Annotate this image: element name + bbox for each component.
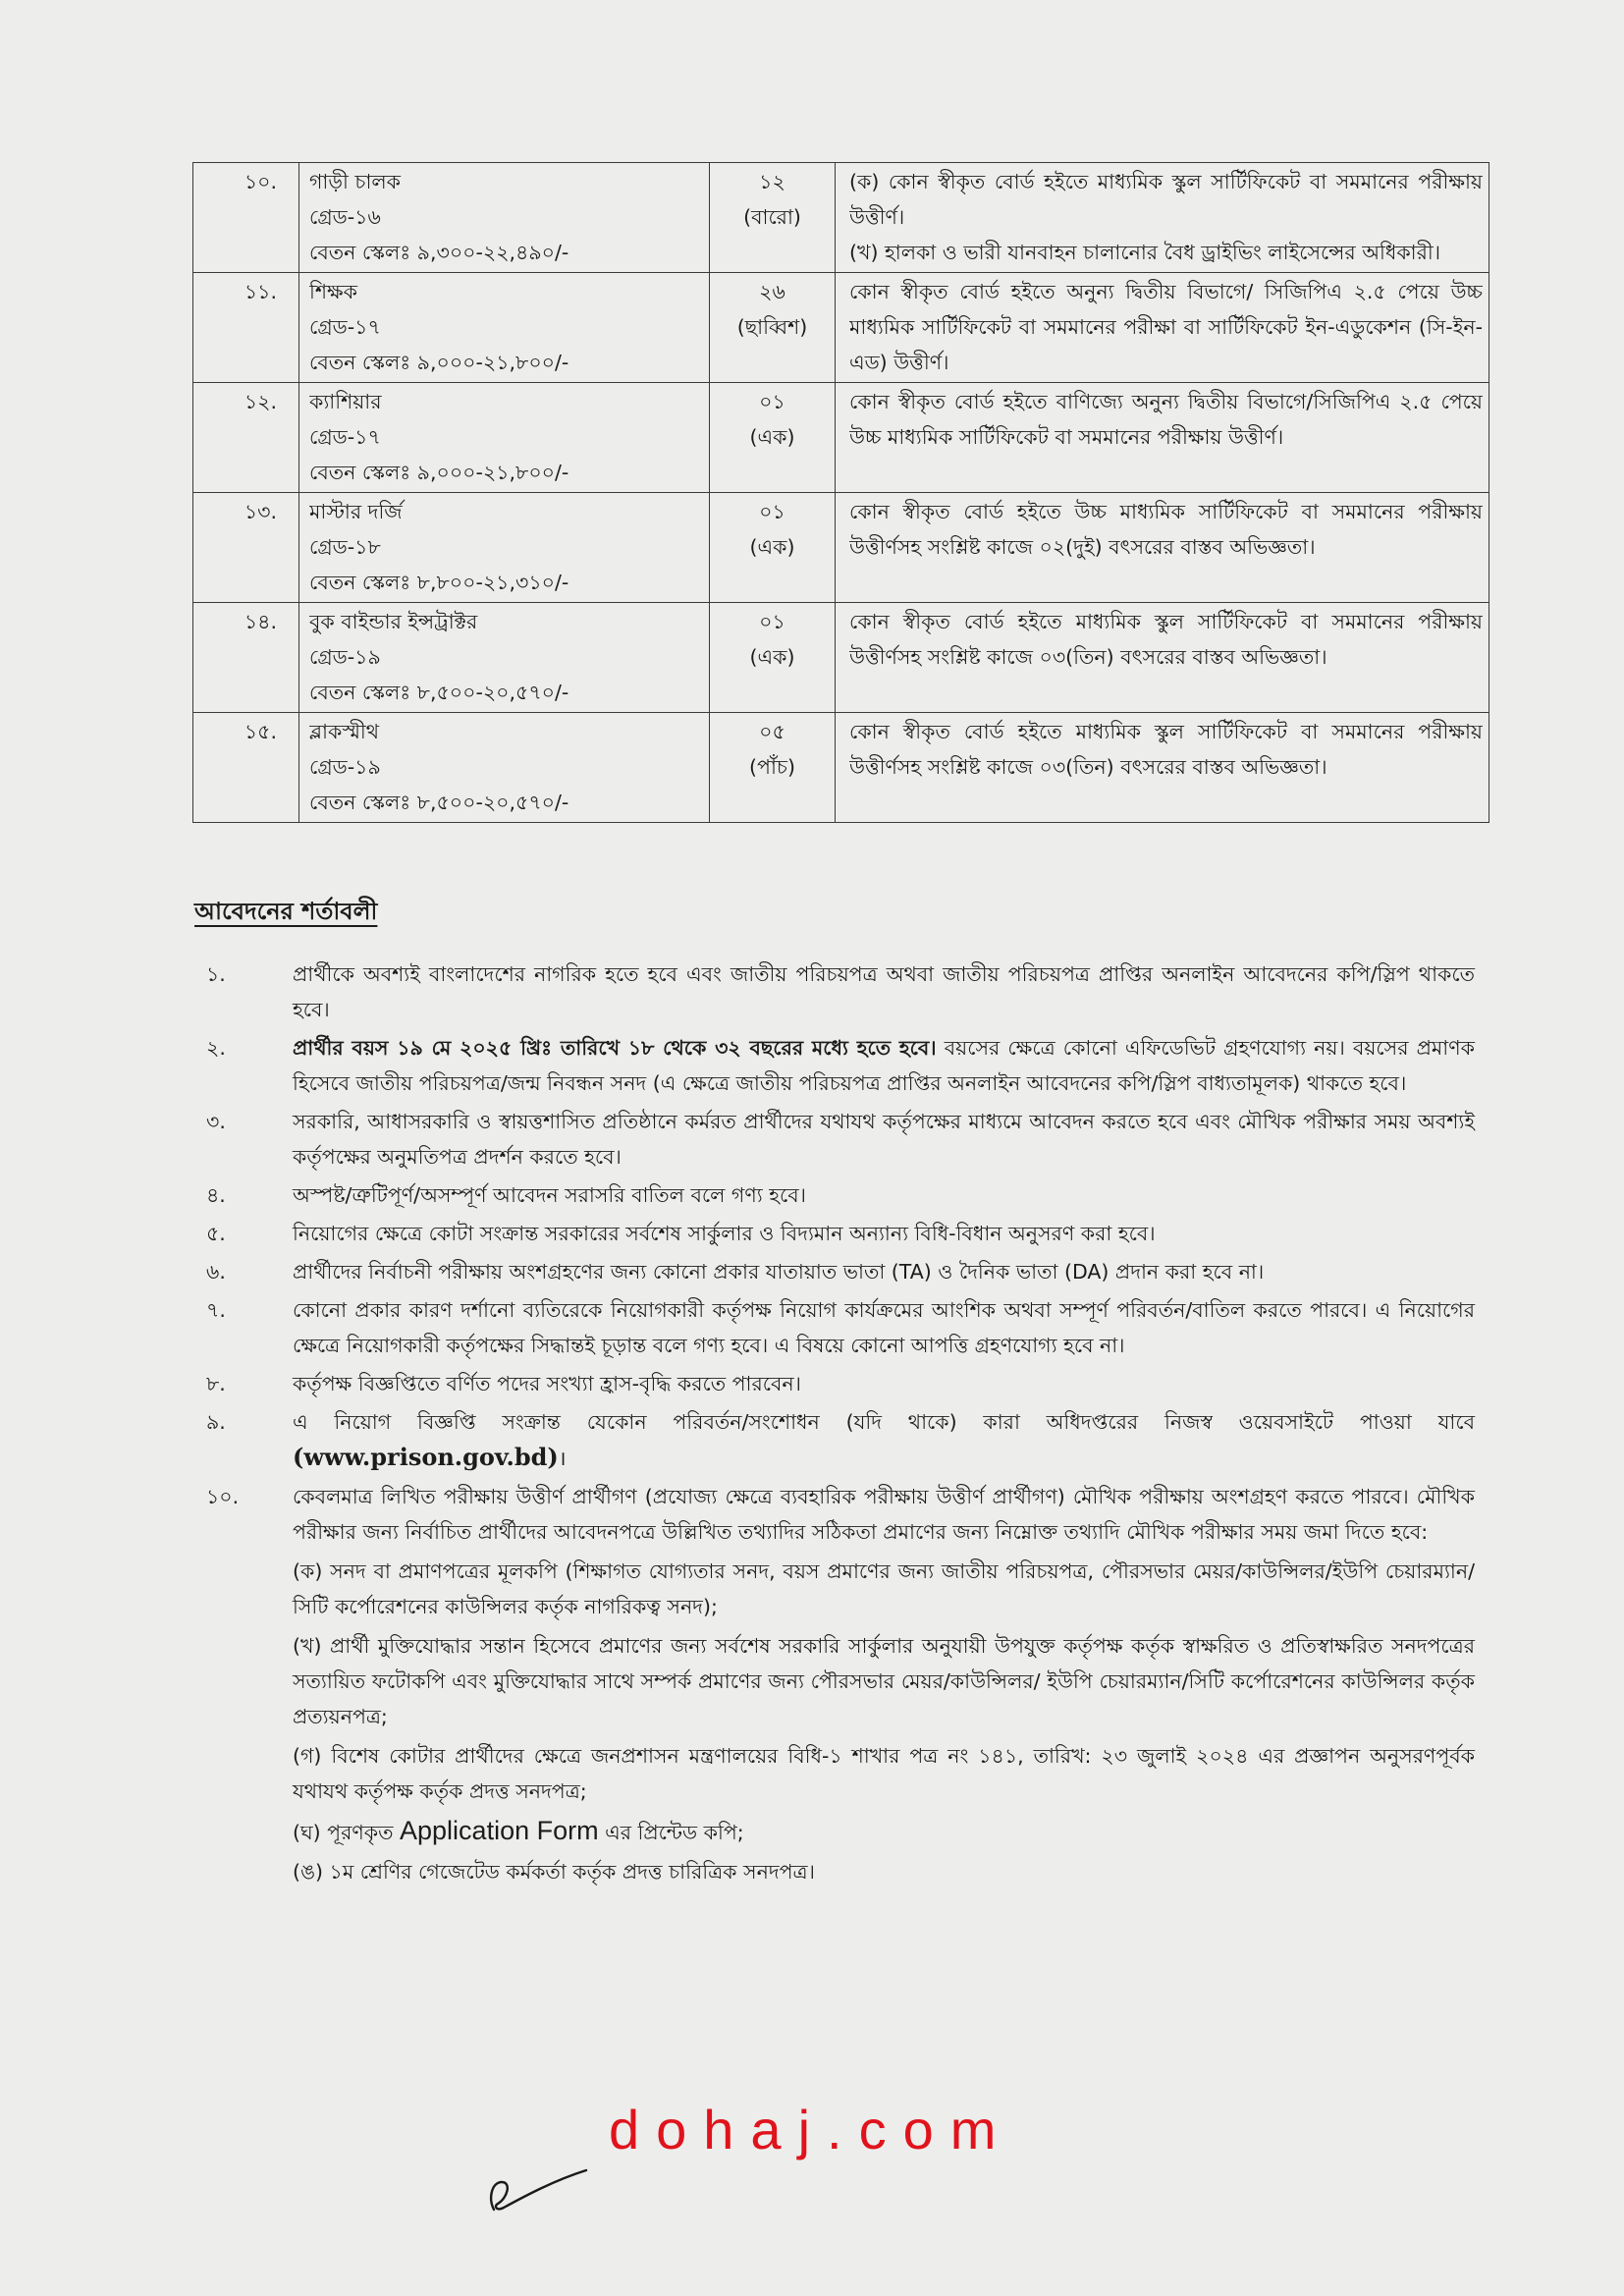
condition-item (194, 1479, 1475, 1889)
watermark: dohaj.com (609, 2099, 1013, 2160)
post-cell (299, 493, 710, 603)
condition-number: ১০. (206, 1485, 240, 1508)
condition-text (293, 1479, 1475, 1889)
serial-number: ১০. (244, 170, 277, 193)
post-count-cell (710, 603, 836, 713)
age-requirement: প্রার্থীর বয়স ১৯ মে ২০২৫ খ্রিঃ তারিখে ১৮ থেকে ৩২ বছরের মধ্যে হতে হবে। (293, 1036, 937, 1060)
post-cell (299, 273, 710, 383)
qualification-cell (836, 493, 1489, 603)
condition-text: প্রার্থীকে অবশ্যই বাংলাদেশের নাগরিক হতে হবে এবং জাতীয় পরিচয়পত্র অথবা জাতীয় পরিচয়পত্র প্রাপ্তির অনলাইন আবেদনের কপি/স্লিপ থাকতে হবে। (293, 962, 1475, 1021)
qualification-line: (ক) কোন স্বীকৃত বোর্ড হইতে মাধ্যমিক স্কুল সার্টিফিকেট বা সমমানের পরীক্ষায় উত্তীর্ণ। (849, 170, 1483, 229)
table-row (193, 273, 1489, 383)
post-grade: গ্রেড-১৯ (309, 645, 381, 669)
condition-item (194, 1177, 1475, 1213)
sub-item-gha (293, 1813, 1475, 1850)
post-cell (299, 713, 710, 823)
post-pay-scale: বেতন স্কেলঃ ৮,৫০০-২০,৫৭০/- (309, 791, 569, 814)
qualification-cell (836, 383, 1489, 493)
condition-number: ৭. (206, 1298, 226, 1322)
condition-item (194, 1366, 1475, 1401)
condition-text: কর্তৃপক্ষ বিজ্ঞপ্তিতে বর্ণিত পদের সংখ্যা হ্রাস-বৃদ্ধি করতে পারবেন। (293, 1372, 801, 1395)
qualification-cell (836, 713, 1489, 823)
post-cell (299, 603, 710, 713)
condition-number: ৩. (206, 1110, 226, 1133)
post-grade: গ্রেড-১৮ (309, 535, 381, 559)
condition-number: ২. (206, 1036, 226, 1060)
serial-cell (193, 493, 299, 603)
post-title: বুক বাইন্ডার ইন্সট্রাক্টর (309, 610, 478, 633)
post-count-cell (710, 493, 836, 603)
post-count: ০১ (759, 500, 785, 523)
serial-cell (193, 713, 299, 823)
post-title: মাস্টার দর্জি (309, 500, 403, 523)
condition-text-main: কেবলমাত্র লিখিত পরীক্ষায় উত্তীর্ণ প্রার্থীগণ (প্রযোজ্য ক্ষেত্রে ব্যবহারিক পরীক্ষায় উত্তীর্ণ প্রার্থীগণ) মৌখিক পরীক্ষায় অংশগ্রহণ করতে পারবে। মৌখিক পরীক্ষার জন্য নির্বাচিত প্রার্থীদের আবেদনপত্রে উল্লিখিত তথ্যাদির সঠিকতা প্রমাণের জন্য নিম্নোক্ত তথ্যাদি মৌখিক পরীক্ষার সময় জমা দিতে হবে: (293, 1485, 1475, 1544)
qualification-cell (836, 163, 1489, 273)
condition-item (194, 1292, 1475, 1363)
post-pay-scale: বেতন স্কেলঃ ৯,০০০-২১,৮০০/- (309, 461, 569, 484)
conditions-heading: আবেদনের শর্তাবলী (194, 898, 378, 925)
post-title: ক্যাশিয়ার (309, 390, 382, 413)
application-form-label: Application Form (400, 1816, 599, 1845)
qualification-cell (836, 273, 1489, 383)
serial-number: ১২. (244, 390, 277, 413)
table-row (193, 713, 1489, 823)
qualification-line: কোন স্বীকৃত বোর্ড হইতে উচ্চ মাধ্যমিক সার্টিফিকেট বা সমমানের পরীক্ষায় উত্তীর্ণসহ সংশ্লিষ্ট কাজে ০২(দুই) বৎসরের বাস্তব অভিজ্ঞতা। (849, 500, 1483, 559)
condition-item (194, 1104, 1475, 1175)
qualification-line: কোন স্বীকৃত বোর্ড হইতে বাণিজ্যে অনুন্য দ্বিতীয় বিভাগে/সিজিপিএ ২.৫ পেয়ে উচ্চ মাধ্যমিক সার্টিফিকেট বা সমমানের পরীক্ষায় উত্তীর্ণ। (849, 390, 1483, 449)
post-pay-scale: বেতন স্কেলঃ ৯,০০০-২১,৮০০/- (309, 351, 569, 374)
post-pay-scale: বেতন স্কেলঃ ৮,৮০০-২১,৩১০/- (309, 571, 569, 594)
condition-text: কোনো প্রকার কারণ দর্শানো ব্যতিরেকে নিয়োগকারী কর্তৃপক্ষ নিয়োগ কার্যক্রমের আংশিক অথবা সম্পূর্ণ পরিবর্তন/বাতিল করতে পারবে। এ নিয়োগের ক্ষেত্রে নিয়োগকারী কর্তৃপক্ষের সিদ্ধান্তই চূড়ান্ত বলে গণ্য হবে। এ বিষয়ে কোনো আপত্তি গ্রহণযোগ্য হবে না। (293, 1298, 1475, 1357)
condition-text: অস্পষ্ট/ত্রুটিপূর্ণ/অসম্পূর্ণ আবেদন সরাসরি বাতিল বলে গণ্য হবে। (293, 1183, 806, 1207)
serial-cell (193, 273, 299, 383)
condition-text (293, 1404, 1475, 1476)
serial-number: ১১. (244, 280, 277, 303)
condition-text-end: । (558, 1447, 567, 1470)
condition-item (194, 957, 1475, 1027)
post-count: ০১ (759, 610, 785, 633)
post-count-words: (ছাব্বিশ) (736, 315, 808, 339)
sub-item-ka: (ক) সনদ বা প্রমাণপত্রের মূলকপি (শিক্ষাগত যোগ্যতার সনদ, বয়স প্রমাণের জন্য জাতীয় পরিচয়পত্র, পৌরসভার মেয়র/কাউন্সিলর/ইউপি চেয়ারম্যান/সিটি কর্পোরেশনের কাউন্সিলর কর্তৃক নাগরিকত্ব সনদ); (293, 1559, 1475, 1618)
table-row (193, 493, 1489, 603)
post-cell (299, 163, 710, 273)
job-table (192, 162, 1489, 823)
table-row (193, 383, 1489, 493)
post-count: ২৬ (759, 280, 785, 303)
post-cell (299, 383, 710, 493)
post-title: ব্লাকস্মীথ (309, 720, 380, 743)
post-count: ১২ (759, 170, 785, 193)
post-count-cell (710, 383, 836, 493)
qualification-line: কোন স্বীকৃত বোর্ড হইতে মাধ্যমিক স্কুল সার্টিফিকেট বা সমমানের পরীক্ষায় উত্তীর্ণসহ সংশ্লিষ্ট কাজে ০৩(তিন) বৎসরের বাস্তব অভিজ্ঞতা। (849, 720, 1483, 779)
qualification-line: (খ) হালকা ও ভারী যানবাহন চালানোর বৈধ ড্রাইভিং লাইসেন্সের অধিকারী। (849, 241, 1441, 264)
condition-number: ৫. (206, 1222, 226, 1245)
post-grade: গ্রেড-১৭ (309, 315, 381, 339)
condition-number: ৮. (206, 1372, 226, 1395)
website-link[interactable]: (www.prison.gov.bd) (293, 1443, 559, 1471)
post-count-cell (710, 273, 836, 383)
post-title: গাড়ী চালক (309, 170, 402, 193)
table-row (193, 163, 1489, 273)
post-count: ০৫ (759, 720, 785, 743)
post-grade: গ্রেড-১৬ (309, 205, 381, 229)
condition-text: সরকারি, আধাসরকারি ও স্বায়ত্তশাসিত প্রতিষ্ঠানে কর্মরত প্রার্থীদের যথাযথ কর্তৃপক্ষের মাধ্যমে আবেদন করতে হবে এবং মৌখিক পরীক্ষার সময় অবশ্যই কর্তৃপক্ষের অনুমতিপত্র প্রদর্শন করতে হবে। (293, 1110, 1475, 1169)
serial-cell (193, 603, 299, 713)
sub-item-kha: (খ) প্রার্থী মুক্তিযোদ্ধার সন্তান হিসেবে প্রমাণের জন্য সর্বশেষ সরকারি সার্কুলার অনুযায়ী উপযুক্ত কর্তৃপক্ষ কর্তৃক স্বাক্ষরিত ও প্রতিস্বাক্ষরিত সনদপত্রের সত্যায়িত ফটোকপি এবং মুক্তিযোদ্ধার সাথে সম্পর্ক প্রমাণের জন্য পৌরসভার মেয়র/কাউন্সিলর/ ইউপি চেয়ারম্যান/সিটি কর্পোরেশনের কাউন্সিলর কর্তৃক প্রত্যয়নপত্র; (293, 1634, 1475, 1728)
condition-text-rest: বয়সের ক্ষেত্রে কোনো এফিডেভিট গ্রহণযোগ্য নয়। বয়সের প্রমাণক হিসেবে জাতীয় পরিচয়পত্র/জন্ম নিবন্ধন সনদ (এ ক্ষেত্রে জাতীয় পরিচয়পত্র প্রাপ্তির অনলাইন আবেদনের কপি/স্লিপ বাধ্যতামূলক) থাকতে হবে। (293, 1036, 1475, 1095)
condition-number: ৬. (206, 1260, 226, 1284)
condition-text-main: এ নিয়োগ বিজ্ঞপ্তি সংক্রান্ত যেকোন পরিবর্তন/সংশোধন (যদি থাকে) কারা অধিদপ্তরের নিজস্ব ওয়েবসাইটে পাওয়া যাবে (293, 1410, 1475, 1434)
sub-item-gha-suffix: এর প্রিন্টেড কপি; (598, 1821, 744, 1844)
signature-icon (486, 2159, 594, 2217)
sub-item-ga: (গ) বিশেষ কোটার প্রার্থীদের ক্ষেত্রে জনপ্রশাসন মন্ত্রণালয়ের বিধি-১ শাখার পত্র নং ১৪১, তারিখ: ২৩ জুলাই ২০২৪ এর প্রজ্ঞাপন অনুসরণপূর্বক যথাযথ কর্তৃপক্ষ কর্তৃক প্রদত্ত সনদপত্র; (293, 1744, 1475, 1803)
post-pay-scale: বেতন স্কেলঃ ৯,৩০০-২২,৪৯০/- (309, 241, 569, 264)
serial-number: ১৪. (244, 610, 277, 633)
serial-number: ১৫. (244, 720, 277, 743)
condition-item (194, 1254, 1475, 1289)
condition-item (194, 1404, 1475, 1476)
qualification-line: কোন স্বীকৃত বোর্ড হইতে অনুন্য দ্বিতীয় বিভাগে/ সিজিপিএ ২.৫ পেয়ে উচ্চ মাধ্যমিক সার্টিফিকেট বা সমমানের পরীক্ষা বা সার্টিফিকেট ইন-এডুকেশন (সি-ইন-এড) উত্তীর্ণ। (849, 280, 1483, 374)
sub-item-gha-prefix: (ঘ) পূরণকৃত (293, 1821, 401, 1844)
condition-item (194, 1030, 1475, 1101)
post-count-words: (বারো) (743, 205, 801, 229)
post-count-words: (এক) (749, 535, 795, 559)
sub-item-uma: (ঙ) ১ম শ্রেণির গেজেটেড কর্মকর্তা কর্তৃক প্রদত্ত চারিত্রিক সনদপত্র। (293, 1860, 815, 1884)
condition-text (293, 1030, 1475, 1101)
post-count-cell (710, 163, 836, 273)
serial-number: ১৩. (244, 500, 277, 523)
serial-cell (193, 163, 299, 273)
post-count-words: (পাঁচ) (749, 755, 795, 779)
conditions-list (194, 957, 1475, 1892)
condition-number: ৯. (206, 1410, 226, 1434)
post-count-cell (710, 713, 836, 823)
post-pay-scale: বেতন স্কেলঃ ৮,৫০০-২০,৫৭০/- (309, 681, 569, 704)
post-count-words: (এক) (749, 425, 795, 449)
post-grade: গ্রেড-১৯ (309, 755, 381, 779)
condition-number: ১. (206, 962, 226, 986)
condition-number: ৪. (206, 1183, 226, 1207)
post-count-words: (এক) (749, 645, 795, 669)
condition-text: প্রার্থীদের নির্বাচনী পরীক্ষায় অংশগ্রহণের জন্য কোনো প্রকার যাতায়াত ভাতা (TA) ও দৈনিক ভাতা (DA) প্রদান করা হবে না। (293, 1260, 1265, 1284)
serial-cell (193, 383, 299, 493)
post-title: শিক্ষক (309, 280, 357, 303)
post-count: ০১ (759, 390, 785, 413)
condition-text: নিয়োগের ক্ষেত্রে কোটা সংক্রান্ত সরকারের সর্বশেষ সার্কুলার ও বিদ্যমান অন্যান্য বিধি-বিধান অনুসরণ করা হবে। (293, 1222, 1156, 1245)
qualification-cell (836, 603, 1489, 713)
table-row (193, 603, 1489, 713)
qualification-line: কোন স্বীকৃত বোর্ড হইতে মাধ্যমিক স্কুল সার্টিফিকেট বা সমমানের পরীক্ষায় উত্তীর্ণসহ সংশ্লিষ্ট কাজে ০৩(তিন) বৎসরের বাস্তব অভিজ্ঞতা। (849, 610, 1483, 669)
post-grade: গ্রেড-১৭ (309, 425, 381, 449)
condition-item (194, 1216, 1475, 1251)
